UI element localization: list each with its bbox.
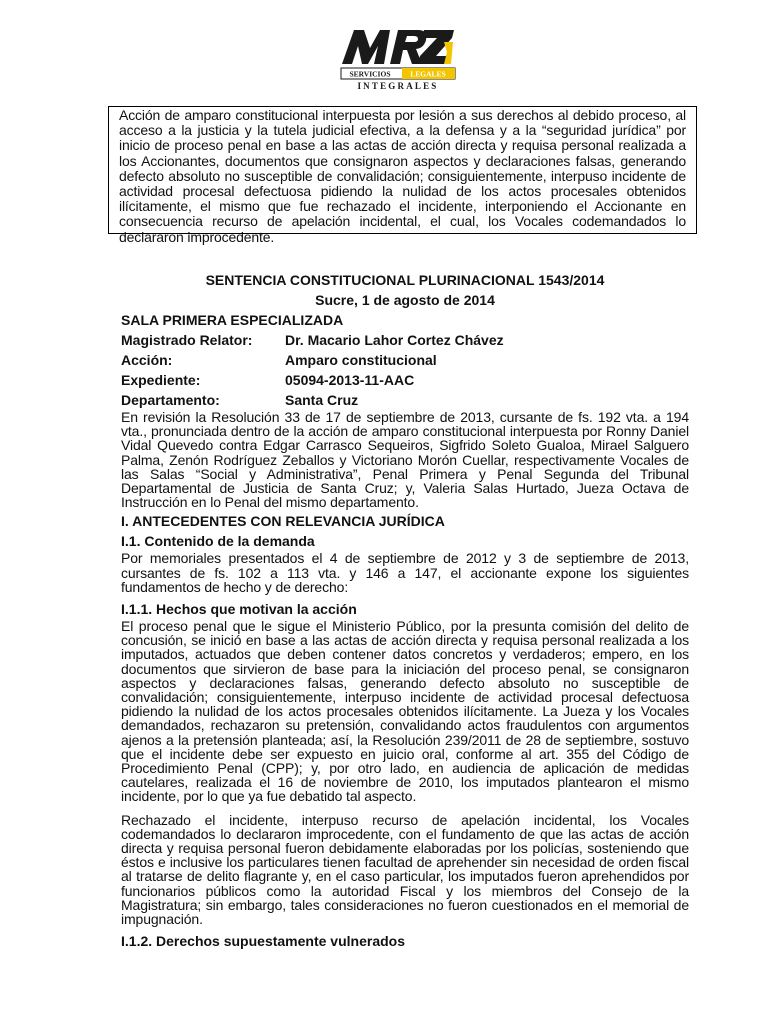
field-label: Expediente: — [121, 372, 201, 388]
mrz-logo — [340, 22, 456, 92]
heading-derechos: I.1.2. Derechos supuestamente vulnerados — [121, 933, 405, 950]
sala-heading: SALA PRIMERA ESPECIALIZADA — [121, 312, 344, 328]
field-value: Amparo constitucional — [285, 352, 437, 368]
field-row-magistrado — [121, 330, 689, 350]
logo-right-label: LEGALES — [410, 69, 446, 79]
field-row-expediente — [121, 370, 689, 390]
place-date: Sucre, 1 de agosto de 2014 — [315, 292, 495, 308]
logo-bottom-label: INTEGRALES — [357, 81, 439, 91]
sentence-title: SENTENCIA CONSTITUCIONAL PLURINACIONAL 1543/2014 — [205, 272, 605, 288]
paragraph-rechazado: Rechazado el incidente, interpuso recurso de apelación incidental, los Vocales codemandados lo declararon improcedente, con el fundamento de que las actas de acción directa y requisa personal fueron debidamente elaboradas por los policías, sosteniendo que éstos e inclusive los particulares tienen facultad de aprehender sin necesidad de orden fiscal al tratarse de delito flagrante y, en el caso particular, los imputados fueron aprehendidos por funcionarios públicos como la autoridad Fiscal y los miembros del Consejo de la Magistratura; sin embargo, tales consideraciones no fueron cuestionados en el memorial de impugnación. — [121, 811, 689, 928]
heading-antecedentes: I. ANTECEDENTES CON RELEVANCIA JURÍDICA — [121, 513, 445, 530]
logo-left-label: SERVICIOS — [349, 69, 391, 79]
mrz-logo-mark — [340, 22, 456, 92]
field-value: Dr. Macario Lahor Cortez Chávez — [285, 332, 504, 348]
field-value: Santa Cruz — [285, 392, 359, 408]
field-label: Magistrado Relator: — [121, 332, 253, 348]
field-row-departamento — [121, 390, 689, 410]
paragraph-memoriales: Por memoriales presentados el 4 de septiembre de 2012 y 3 de septiembre de 2013, cursantes de fs. 102 a 113 vta. y 146 a 147, el accionante expone los siguientes fundamentos de hecho y de derecho: — [121, 550, 689, 595]
heading-hechos: I.1.1. Hechos que motivan la acción — [121, 601, 357, 618]
field-label: Acción: — [121, 352, 173, 368]
field-label: Departamento: — [121, 392, 220, 408]
field-row-accion — [121, 350, 689, 370]
field-value: 05094-2013-11-AAC — [285, 372, 415, 388]
paragraph-proceso: El proceso penal que le sigue el Ministerio Público, por la presunta comisión del delito de concusión, se inició en base a las actas de acción directa y requisa personal realizada a los imputados, actuados que deben contener datos concretos y verdaderos; empero, en los documentos que sirvieron de base para la iniciación del proceso penal, se consignaron aspectos y declaraciones falsas, generando defecto absoluto no susceptible de convalidación; consiguientemente, interpuso incidente de actividad procesal defectuosa pidiendo la nulidad de los actos procesales obtenidos ilícitamente. La Jueza y los Vocales demandados, rechazaron su pretensión, convalidando actos fraudulentos con argumentos ajenos a la pretensión planteada; así, la Resolución 239/2011 de 28 de septiembre, sostuvo que el incidente debe ser expuesto en juicio oral, conforme al art. 355 del Código de Procedimiento Penal (CPP); y, por otro lado, en audiencia de aplicación de medidas cautelares, realizada el 16 de noviembre de 2010, los imputados plantearon el mismo incidente, por lo que ya fue debatido tal aspecto. — [121, 618, 689, 805]
document-body — [121, 270, 689, 951]
heading-contenido: I.1. Contenido de la demanda — [121, 533, 315, 550]
summary-box: Acción de amparo constitucional interpuesta por lesión a sus derechos al debido proceso, al acceso a la justicia y la tutela judicial efectiva, a la defensa y a la “seguridad jurídica” por inicio de proceso penal en base a las actas de acción directa y requisa personal realizada a los Accionantes, documentos que consignaron aspectos y declaraciones falsas, generando defecto absoluto no susceptible de convalidación; consiguientemente, interpuso incidente de actividad procesal defectuosa pidiendo la nulidad de los actos procesales obtenidos ilícitamente, el mismo que fue rechazado el incidente, interponiendo el Accionante en consecuencia recurso de apelación incidental, el cual, los Vocales codemandados lo declararon improcedente. — [108, 106, 697, 234]
paragraph-revision: En revisión la Resolución 33 de 17 de septiembre de 2013, cursante de fs. 192 vta. a 194 vta., pronunciada dentro de la acción de amparo constitucional interpuesta por Ronny Daniel Vidal Quevedo contra Edgar Carrasco Sequeiros, Sigfrido Soleto Gualoa, Mirael Salguero Palma, Zenón Rodríguez Zeballos y Victoriano Morón Cuellar, respectivamente Vocales de las Salas “Social y Administrativa”, Penal Primera y Penal Segunda del Tribunal Departamental de Justicia de Santa Cruz; y, Valeria Salas Hurtado, Jueza Octava de Instrucción en lo Penal del mismo departamento. — [121, 409, 689, 511]
